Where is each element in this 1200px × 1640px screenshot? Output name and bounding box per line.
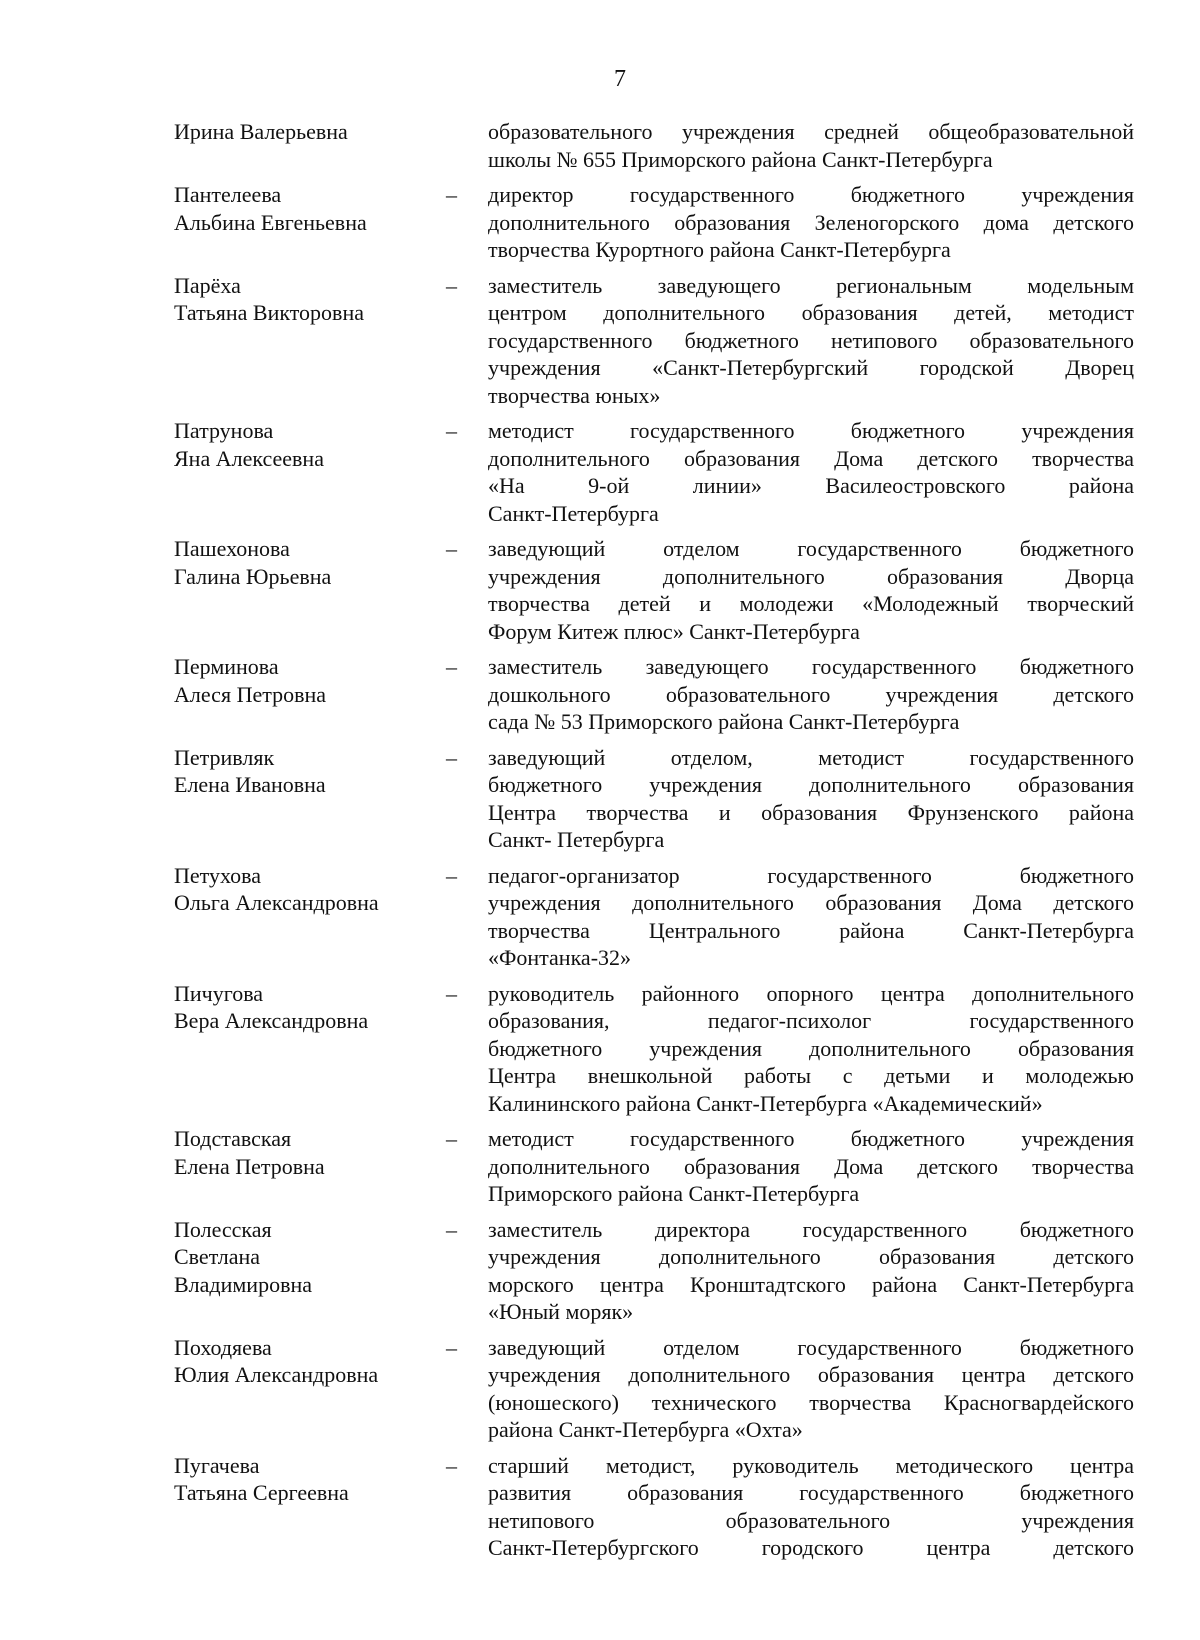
position-line: «Юный моряк»: [488, 1299, 634, 1324]
position-description: [488, 272, 1134, 410]
position-description: [488, 118, 1134, 173]
position-line: сада № 53 Приморского района Санкт-Петербурга: [488, 709, 960, 734]
person-name-line: Альбина Евгеньевна: [174, 209, 367, 235]
position-line: района Санкт-Петербурга «Охта»: [488, 1417, 803, 1442]
position-line: дошкольного образовательного учреждения детского: [488, 681, 1134, 707]
person-name-line: Пантелеева: [174, 182, 282, 207]
position-line: центром дополнительного образования детей, методист: [488, 300, 1134, 325]
position-line: Центра внешкольной работы с детьми и молодежью: [488, 1063, 1134, 1088]
person-name-line: Подставская: [174, 1126, 292, 1151]
position-line: Санкт- Петербурга: [488, 827, 665, 852]
person-name-line: Ольга Александровна: [174, 890, 379, 915]
position-line: школы № 655 Приморского района Санкт-Петербурга: [488, 146, 993, 172]
position-line: учреждения дополнительного образования детского: [488, 1244, 1134, 1269]
position-line: творчества Курортного района Санкт-Петербурга: [488, 237, 951, 262]
position-line: творчества юных»: [488, 382, 661, 408]
person-name-line: Татьяна Сергеевна: [174, 1480, 349, 1505]
list-item: [174, 181, 1134, 264]
position-line: Форум Китеж плюс» Санкт-Петербурга: [488, 618, 860, 644]
dash-separator: –: [446, 980, 457, 1006]
person-name: [174, 744, 446, 799]
position-line: «На 9-ой линии» Василеостровского района: [488, 473, 1134, 498]
position-description: [488, 1125, 1134, 1208]
person-name: [174, 653, 446, 708]
list-item: [174, 1216, 1134, 1326]
position-description: [488, 535, 1134, 645]
person-name: [174, 535, 446, 590]
list-item: [174, 535, 1134, 645]
dash-separator: –: [446, 862, 457, 888]
dash-separator: –: [446, 1334, 457, 1360]
position-description: [488, 862, 1134, 972]
position-line: заведующий отделом государственного бюджетного: [488, 536, 1134, 561]
person-name-line: Владимировна: [174, 1271, 313, 1297]
dash-separator: –: [446, 536, 457, 561]
person-name: [174, 1216, 446, 1299]
position-description: [488, 980, 1134, 1118]
position-description: [488, 1216, 1134, 1326]
position-line: заведующий отделом государственного бюджетного: [488, 1334, 1134, 1360]
person-name-line: Парёха: [174, 272, 241, 298]
person-name-line: Пичугова: [174, 980, 264, 1006]
list-item: [174, 272, 1134, 410]
position-line: учреждения дополнительного образования Дворца: [488, 563, 1134, 589]
person-name-line: Ирина Валерьевна: [174, 119, 348, 144]
position-description: [488, 417, 1134, 527]
position-line: образовательного учреждения средней общеобразовательной: [488, 119, 1134, 144]
dash-separator: –: [446, 1126, 457, 1151]
page-number: 7: [614, 66, 626, 92]
person-name: [174, 272, 446, 327]
position-line: бюджетного учреждения дополнительного образования: [488, 772, 1134, 797]
position-line: заместитель директора государственного бюджетного: [488, 1216, 1134, 1242]
list-item: [174, 417, 1134, 527]
list-item: [174, 1334, 1134, 1444]
person-name: [174, 417, 446, 472]
dash-separator: –: [446, 1216, 457, 1242]
position-description: [488, 181, 1134, 264]
position-description: [488, 1452, 1134, 1562]
position-line: Приморского района Санкт-Петербурга: [488, 1181, 860, 1206]
position-line: творчества Центрального района Санкт-Петербурга: [488, 917, 1134, 943]
position-line: учреждения дополнительного образования центра детского: [488, 1362, 1134, 1387]
person-name-line: Перминова: [174, 654, 279, 679]
person-name-line: Яна Алексеевна: [174, 445, 324, 471]
person-name-line: Пугачева: [174, 1452, 260, 1478]
position-line: учреждения дополнительного образования Дома детского: [488, 890, 1134, 915]
position-description: [488, 1334, 1134, 1444]
person-name-line: Татьяна Викторовна: [174, 300, 364, 325]
person-name-line: Светлана: [174, 1244, 261, 1269]
list-item: [174, 862, 1134, 972]
dash-separator: –: [446, 418, 457, 443]
person-name: [174, 1334, 446, 1389]
person-name-line: Вера Александровна: [174, 1008, 369, 1033]
position-line: Санкт-Петербурга: [488, 500, 659, 526]
position-description: [488, 744, 1134, 854]
position-line: педагог-организатор государственного бюджетного: [488, 862, 1134, 888]
person-name-line: Елена Ивановна: [174, 772, 326, 797]
person-name: [174, 181, 446, 236]
person-name: [174, 1125, 446, 1180]
position-line: образования, педагог-психолог государственного: [488, 1008, 1134, 1033]
position-line: заведующий отделом, методист государственного: [488, 744, 1134, 770]
person-name-line: Пашехонова: [174, 536, 290, 561]
dash-separator: –: [446, 182, 457, 207]
position-line: бюджетного учреждения дополнительного образования: [488, 1035, 1134, 1061]
position-line: учреждения «Санкт-Петербургский городской Дворец: [488, 355, 1134, 380]
position-line: (юношеского) технического творчества Красногвардейского: [488, 1389, 1134, 1415]
position-line: методист государственного бюджетного учреждения: [488, 418, 1134, 443]
position-description: [488, 653, 1134, 736]
position-line: нетипового образовательного учреждения: [488, 1507, 1134, 1533]
list-item: [174, 118, 1134, 173]
position-line: Центра творчества и образования Фрунзенского района: [488, 799, 1134, 825]
position-line: дополнительного образования Дома детского творчества: [488, 445, 1134, 471]
person-name-line: Алеся Петровна: [174, 681, 327, 707]
dash-separator: –: [446, 272, 457, 298]
position-line: Калининского района Санкт-Петербурга «Академический»: [488, 1090, 1043, 1116]
personnel-list: [174, 118, 1134, 1570]
dash-separator: –: [446, 654, 457, 679]
person-name-line: Петухова: [174, 862, 262, 888]
position-line: государственного бюджетного нетипового образовательного: [488, 327, 1134, 353]
position-line: руководитель районного опорного центра дополнительного: [488, 980, 1134, 1006]
person-name-line: Патрунова: [174, 418, 274, 443]
person-name-line: Петривляк: [174, 744, 275, 770]
list-item: [174, 653, 1134, 736]
person-name-line: Юлия Александровна: [174, 1362, 379, 1387]
position-line: творчества детей и молодежи «Молодежный творческий: [488, 591, 1134, 616]
position-line: заместитель заведующего государственного бюджетного: [488, 654, 1134, 679]
person-name: [174, 118, 446, 146]
position-line: «Фонтанка-32»: [488, 945, 632, 970]
position-line: развития образования государственного бюджетного: [488, 1480, 1134, 1505]
position-line: морского центра Кронштадтского района Санкт-Петербурга: [488, 1271, 1134, 1297]
list-item: [174, 980, 1134, 1118]
person-name-line: Полесская: [174, 1216, 272, 1242]
person-name: [174, 862, 446, 917]
position-line: методист государственного бюджетного учреждения: [488, 1126, 1134, 1151]
person-name-line: Походяева: [174, 1334, 272, 1360]
dash-separator: –: [446, 1452, 457, 1478]
position-line: дополнительного образования Дома детского творчества: [488, 1153, 1134, 1179]
list-item: [174, 1452, 1134, 1562]
position-line: директор государственного бюджетного учреждения: [488, 182, 1134, 207]
person-name: [174, 1452, 446, 1507]
position-line: дополнительного образования Зеленогорского дома детского: [488, 209, 1134, 235]
list-item: [174, 744, 1134, 854]
position-line: старший методист, руководитель методического центра: [488, 1452, 1134, 1478]
person-name-line: Елена Петровна: [174, 1153, 325, 1179]
person-name-line: Галина Юрьевна: [174, 563, 332, 589]
person-name: [174, 980, 446, 1035]
position-line: Санкт-Петербургского городского центра детского: [488, 1535, 1134, 1560]
dash-separator: –: [446, 744, 457, 770]
list-item: [174, 1125, 1134, 1208]
position-line: заместитель заведующего региональным модельным: [488, 272, 1134, 298]
